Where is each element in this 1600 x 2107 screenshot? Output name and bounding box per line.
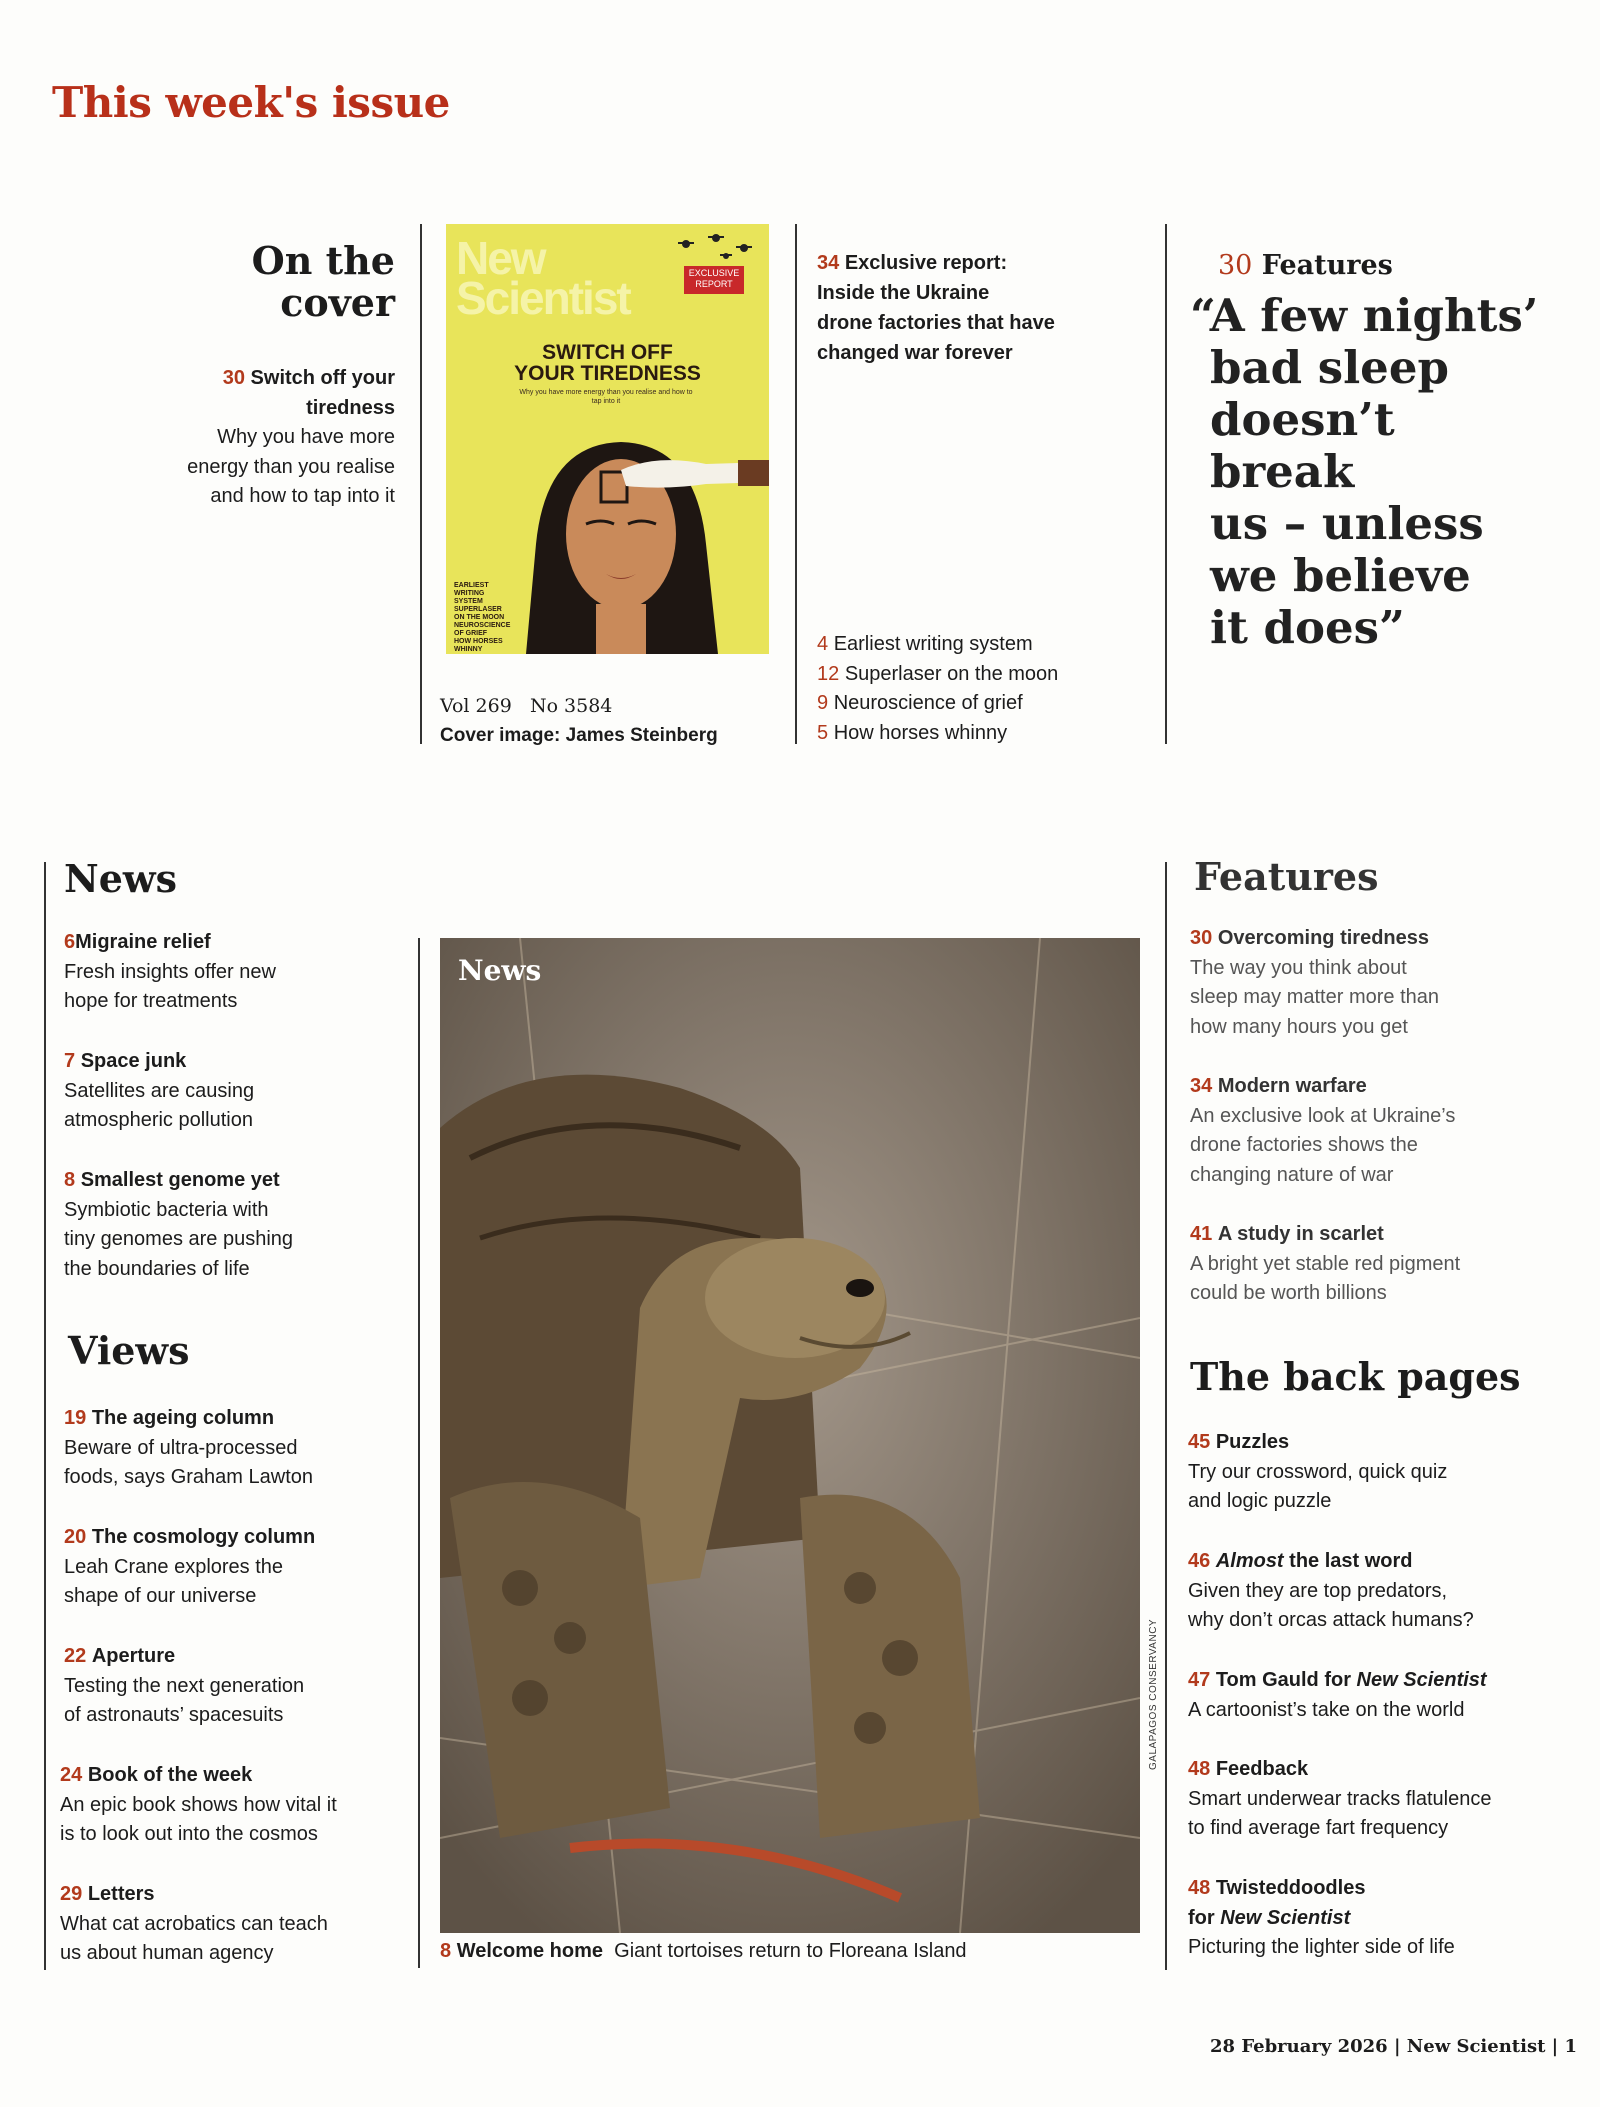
photo-credit: GALAPAGOS CONSERVANCY <box>1148 1618 1159 1770</box>
back-pages-item[interactable]: 47 Tom Gauld for New Scientist A cartoonist’s take on the world <box>1188 1669 1487 1721</box>
list-item[interactable]: 5 How horses whinny <box>817 721 1008 744</box>
issue-info: Vol 269 No 3584 Cover image: James Steinberg <box>440 695 718 746</box>
photo-caption: 8 Welcome home Giant tortoises return to Floreana Island <box>440 1940 967 1962</box>
list-item[interactable]: 4 Earliest writing system <box>817 633 1033 655</box>
views-item[interactable]: 20 The cosmology column Leah Crane explores the shape of our universe <box>64 1526 316 1607</box>
magazine-cover-image[interactable] <box>446 224 769 654</box>
cover-story[interactable]: 30 Switch off your tiredness Why you have more energy than you realise and how to tap into it <box>187 367 395 507</box>
photo-section-label: News <box>458 954 542 987</box>
page-number: 30 <box>222 367 245 389</box>
magazine-headline: SWITCH OFF YOUR TIREDNESS <box>514 341 701 385</box>
on-the-cover-heading: On the cover <box>251 238 395 325</box>
column-divider <box>418 938 420 1968</box>
page-footer: 28 February 2026 | New Scientist | 1 <box>1210 2036 1578 2057</box>
views-item[interactable]: 19 The ageing column Beware of ultra-processed foods, says Graham Lawton <box>64 1407 314 1488</box>
column-divider <box>1165 862 1167 1970</box>
drone-icon <box>674 230 764 264</box>
page-title: This week's issue <box>52 78 450 127</box>
magazine-logo: New Scientist <box>456 232 630 324</box>
features-heading: Features <box>1194 854 1379 899</box>
views-item[interactable]: 24 Book of the week An epic book shows how vital it is to look out into the cosmos <box>60 1764 337 1845</box>
woman-face-illustration <box>506 424 769 654</box>
list-item[interactable]: 12 Superlaser on the moon <box>817 662 1059 685</box>
mini-contents-list <box>817 630 1058 748</box>
list-item[interactable]: 9 Neuroscience of grief <box>817 692 1023 714</box>
back-pages-heading: The back pages <box>1190 1354 1521 1399</box>
features-item[interactable]: 30 Overcoming tiredness The way you think about sleep may matter more than how many hours you get <box>1190 927 1439 1038</box>
news-heading: News <box>64 856 178 901</box>
back-pages-item[interactable]: 48 Twisteddoodles for New Scientist Picturing the lighter side of life <box>1188 1877 1455 1958</box>
exclusive-report[interactable]: 34 Exclusive report: Inside the Ukraine drone factories that have changed war forever <box>817 252 1055 364</box>
news-item[interactable]: 7 Space junk Satellites are causing atmospheric pollution <box>64 1050 255 1131</box>
views-heading: Views <box>68 1328 190 1373</box>
column-divider <box>44 862 46 1970</box>
features-pull-quote: “A few nights’ bad sleep doesn’t break us – unless we believe it does” <box>1190 289 1539 654</box>
back-pages-item[interactable]: 45 Puzzles Try our crossword, quick quiz and logic puzzle <box>1188 1431 1448 1512</box>
back-pages-item[interactable]: 46 Almost the last word Given they are top predators, why don’t orcas attack humans? <box>1188 1550 1474 1631</box>
news-item[interactable]: 6Migraine relief Fresh insights offer new hope for treatments <box>64 931 276 1012</box>
back-pages-item[interactable]: 48 Feedback Smart underwear tracks flatulence to find average fart frequency <box>1188 1758 1492 1839</box>
features-item[interactable]: 41 A study in scarlet A bright yet stable red pigment could be worth billions <box>1190 1223 1461 1304</box>
tortoise-photo[interactable] <box>440 938 1140 1933</box>
tortoise-illustration <box>440 938 1140 1933</box>
column-divider <box>420 224 422 744</box>
magazine-cover-list: EARLIEST WRITING SYSTEM SUPERLASER ON THE MOON NEUROSCIENCE OF GRIEF HOW HORSES WHINNY <box>454 582 511 653</box>
features-quote-label: 30 Features <box>1218 250 1393 281</box>
views-item[interactable]: 22 Aperture Testing the next generation of astronauts’ spacesuits <box>64 1645 305 1726</box>
views-item[interactable]: 29 Letters What cat acrobatics can teach us about human agency <box>60 1883 328 1964</box>
exclusive-badge: EXCLUSIVE REPORT <box>684 266 744 294</box>
column-divider <box>795 224 797 744</box>
column-divider <box>1165 224 1167 744</box>
news-item[interactable]: 8 Smallest genome yet Symbiotic bacteria with tiny genomes are pushing the boundaries of life <box>64 1169 294 1280</box>
features-item[interactable]: 34 Modern warfare An exclusive look at Ukraine’s drone factories shows the changing nature of war <box>1190 1075 1456 1186</box>
magazine-subhead: Why you have more energy than you realise and how to tap into it <box>519 389 693 405</box>
